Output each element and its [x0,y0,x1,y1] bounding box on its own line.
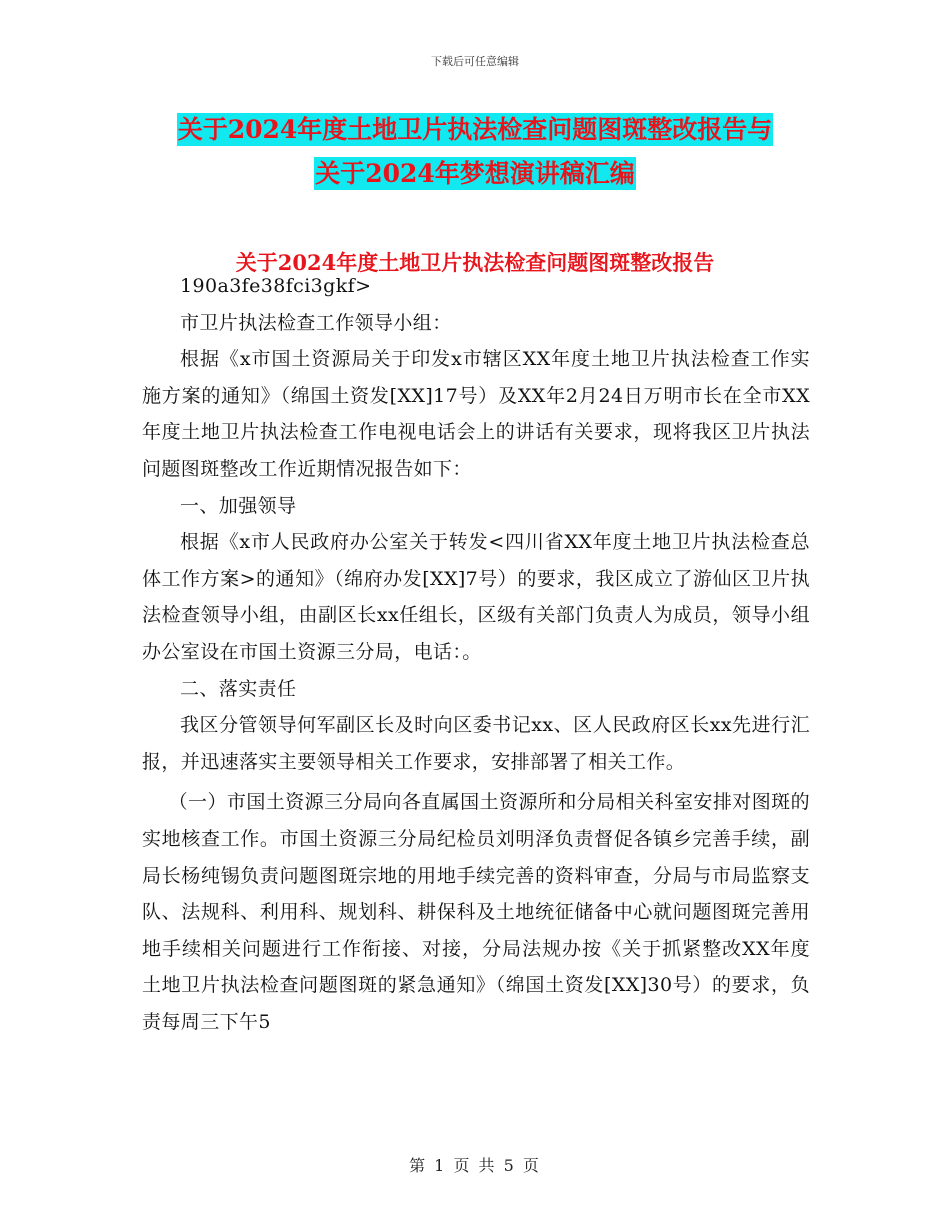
document-title-line-2 [0,152,950,196]
body-heading-1: 一、加强领导 [180,494,297,517]
page-header: 下载后可任意编辑 [431,55,519,68]
body-paragraph-code: 190a3fe38fci3gkf> [180,275,372,297]
body-paragraph-salutation: 市卫片执法检查工作领导小组： [180,311,452,334]
document-title-line-1 [0,108,950,152]
body-paragraph-leadership: 根据《x市人民政府办公室关于转发<四川省XX年度土地卫片执法检查总体工作方案>的通知》（绵府办发[XX]7号）的要求，我区成立了游仙区卫片执法检查领导小组，由副区长xx任组长，区级有关部门负责人为成员，领导小组办公室设在市国土资源三分局，电话：。 [142,531,810,663]
title-highlight-1: 关于2024年度土地卫片执法检查问题图斑整改报告与 [177,115,773,144]
section-title: 关于2024年度土地卫片执法检查问题图斑整改报告 [235,250,715,275]
document-body [142,268,810,1040]
document-title [0,108,950,196]
body-paragraph-responsibility: 我区分管领导何军副区长及时向区委书记xx、区人民政府区长xx先进行汇报，并迅速落实主要领导相关工作要求，安排部署了相关工作。 [142,714,810,773]
body-paragraph-intro: 根据《x市国土资源局关于印发x市辖区XX年度土地卫片执法检查工作实施方案的通知》（绵国土资发[XX]17号）及XX年2月24日万明市长在全市XX年度土地卫片执法检查工作电视电话会上的讲话有关要求，现将我区卫片执法问题图斑整改工作近期情况报告如下： [142,348,810,480]
body-paragraph-subsection-1: （一）市国土资源三分局向各直属国土资源所和分局相关科室安排对图斑的实地核查工作。市国土资源三分局纪检员刘明泽负责督促各镇乡完善手续，副局长杨纯锡负责问题图斑宗地的用地手续完善的资料审查，分局与市局监察支队、法规科、利用科、规划科、耕保科及土地统征储备中心就问题图斑完善用地手续相关问题进行工作衔接、对接，分局法规办按《关于抓紧整改XX年度土地卫片执法检查问题图斑的紧急通知》（绵国土资发[XX]30号）的要求，负责每周三下午5 [142,791,810,1033]
page-number: 第 1 页 共 5 页 [409,1156,541,1175]
title-highlight-2: 关于2024年梦想演讲稿汇编 [315,159,635,188]
body-heading-2: 二、落实责任 [180,677,297,700]
